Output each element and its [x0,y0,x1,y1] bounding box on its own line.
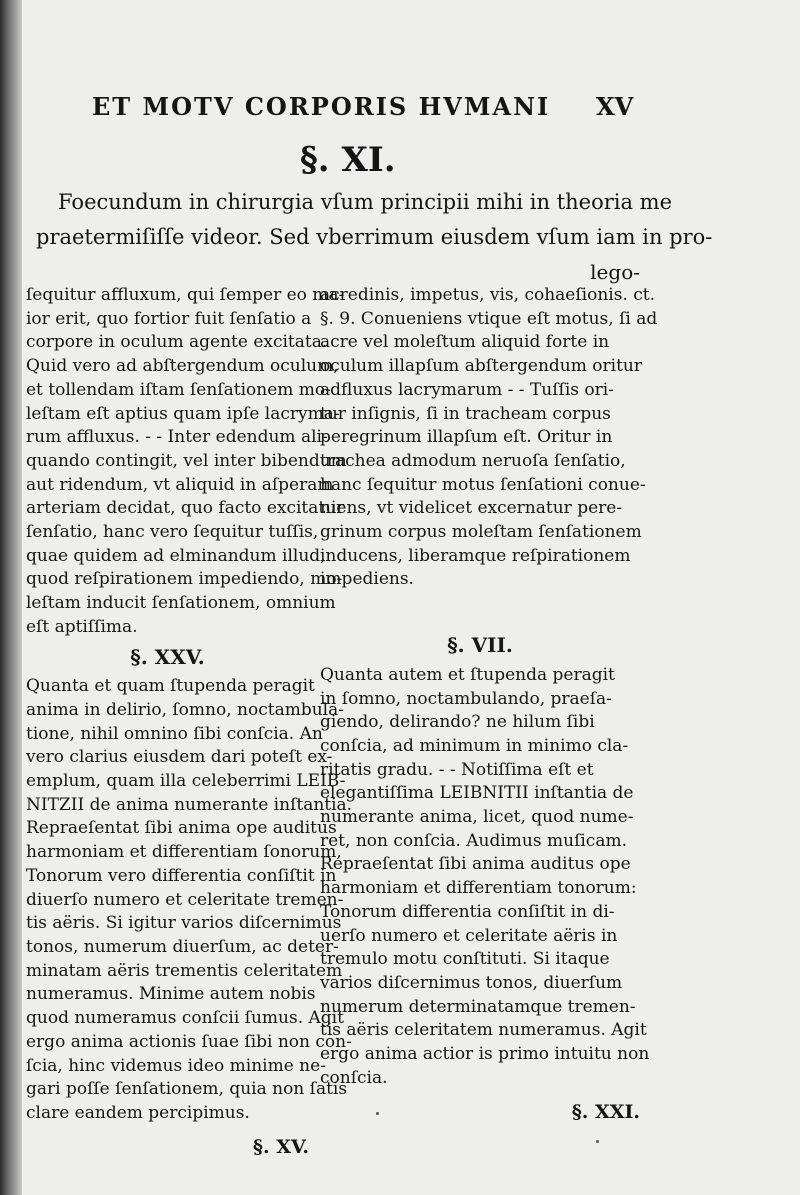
right-sub-heading: §. VII. [447,633,513,658]
page-gutter-shadow [0,0,22,1195]
text-line: tur inſignis, ſi in tracheam corpus [320,403,611,424]
text-line: ret, non conſcia. Audimus muſicam. [320,830,627,851]
text-line: arteriam decidat, quo facto excitatur [26,498,345,519]
text-line: elegantiſſima LEIBNITII inſtantia de [320,783,634,804]
text-line: harmoniam et differentiam tonorum: [320,878,637,899]
running-title: ET MOTV CORPORIS HVMANI [92,92,551,121]
text-line: anima in delirio, ſomno, noctambula- [26,699,344,720]
text-line: Quanta autem et ſtupenda peragit [320,664,615,685]
text-line: ſequitur affluxum, qui ſemper eo ma- [26,285,345,305]
text-line: §. 9. Conueniens vtique eſt motus, ſi ad [320,308,658,329]
text-line: Repraeſentat ſibi anima ope auditus [26,818,337,839]
text-line: Repraeſentat ſibi anima auditus ope [320,854,631,875]
text-line: numerante anima, licet, quod nume- [320,807,634,828]
catchword: lego- [590,260,640,284]
section-heading: §. XI. [300,140,396,180]
intro-line: praetermiſiſſe videor. Sed vberrimum eiusdem vſum iam in pro- [36,225,713,249]
text-line: Tonorum vero differentia conſiſtit in [26,865,337,886]
text-line: uerſo numero et celeritate aëris in [320,925,618,946]
text-line: oculum illapſum abſtergendum oritur [320,356,642,377]
right-signature: §. XXI. [571,1100,640,1123]
text-line: giendo, delirando? ne hilum ſibi [320,712,595,733]
text-line: quod numeramus conſcii ſumus. Agit [26,1008,344,1029]
right-column-top-text [320,284,658,592]
text-line: harmoniam et differentiam ſonorum, [26,842,342,863]
text-line: conſcia. [320,1067,388,1088]
left-column-bottom-text [26,675,353,1125]
ink-speck [596,1140,599,1143]
right-column [320,284,658,1124]
page-number: XV [596,92,634,121]
text-line: et tollendam iſtam ſenſationem mo- [26,379,331,400]
text-line: varios diſcernimus tonos, diuerſum [320,972,623,993]
text-line: Quanta et quam ſtupenda peragit [26,676,315,697]
text-line: ergo anima actionis ſuae ſibi non con- [26,1031,352,1052]
text-line: Quid vero ad abſtergendum oculum, [26,356,339,377]
left-sub-heading: §. XXV. [130,644,205,669]
text-line: tis aëris. Si igitur varios diſcernimus [26,913,342,934]
left-signature: §. XV. [253,1135,309,1158]
text-line: ſcia, hinc videmus ideo minime ne- [26,1055,326,1076]
text-line: gari poſſe ſenſationem, quia non ſatis [26,1079,348,1100]
text-line: grinum corpus moleſtam ſenſationem [320,522,642,543]
text-line: peregrinum illapſum eſt. Oritur in [320,427,613,448]
text-line: eſt aptiſſima. [26,616,138,637]
text-line: acre vel moleſtum aliquid forte in [320,332,610,353]
text-line: impediens. [320,569,414,590]
text-line: minatam aëris trementis celeritatem [26,960,343,981]
text-line: in ſomno, noctambulando, praeſa- [320,688,612,709]
text-line: numeramus. Minime autem nobis [26,984,316,1005]
right-column-bottom-text [320,664,650,1091]
intro-line: Foecundum in chirurgia vſum principii mihi in theoria me [58,190,673,214]
text-line: NITZII de anima numerante inſtantia. [26,794,353,815]
intro-paragraph [36,185,713,290]
text-line: trachea admodum neruoſa ſenſatio, [320,450,626,471]
text-line: aut ridendum, vt aliquid in aſperam [26,474,334,495]
column-gap [320,592,640,626]
text-line: corpore in oculum agente excitata. [26,332,328,353]
text-line: conſcia, ad minimum in minimo cla- [320,735,629,756]
text-line: hanc ſequitur motus ſenſationi conue- [320,474,646,495]
text-line: tis aëris celeritatem numeramus. Agit [320,1020,647,1041]
text-line: ritatis gradu. - - Notiſſima eſt et [320,759,594,780]
left-column [26,284,353,1159]
text-line: adfluxus lacrymarum - - Tuſſis ori- [320,379,614,400]
text-line: clare eandem percipimus. [26,1102,250,1123]
text-line: numerum determinatamque tremen- [320,996,636,1017]
text-line: quando contingit, vel inter bibendum [26,450,347,471]
text-line: inducens, liberamque reſpirationem [320,545,631,566]
text-line: acredinis, impetus, vis, cohaeſionis. ct. [320,285,656,305]
text-line: emplum, quam illa celeberrimi LEIB- [26,771,346,792]
text-line: ſenſatio, hanc vero ſequitur tuſſis, [26,522,319,543]
text-line: leſtam inducit ſenſationem, omnium [26,593,336,614]
text-line: leſtam eſt aptius quam ipſe lacryma- [26,403,340,424]
text-line: tione, nihil omnino ſibi conſcia. An [26,723,323,744]
text-line: Tonorum differentia conſiſtit in di- [320,901,615,922]
text-line: rum affluxus. - - Inter edendum ali- [26,427,328,448]
text-line: ior erit, quo fortior fuit ſenſatio a [26,308,312,329]
text-line: niens, vt videlicet excernatur pere- [320,498,623,519]
text-line: quae quidem ad elminandum illud, [26,545,326,566]
left-column-top-text [26,284,347,640]
ink-speck [376,1112,379,1115]
text-line: quod reſpirationem impediendo, mo- [26,569,343,590]
text-line: tremulo motu conſtituti. Si itaque [320,949,610,970]
text-line: diuerſo numero et celeritate tremen- [26,889,344,910]
text-line: ergo anima actior is primo intuitu non [320,1044,650,1065]
text-line: vero clarius eiusdem dari poteſt ex- [26,747,333,768]
text-line: tonos, numerum diuerſum, ac deter- [26,936,339,957]
